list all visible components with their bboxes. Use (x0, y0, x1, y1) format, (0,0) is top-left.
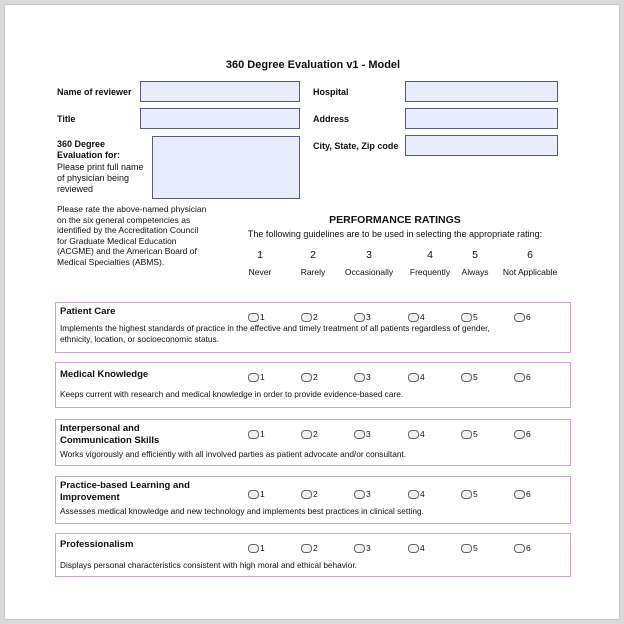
section-title: Interpersonal and Communication Skills (60, 423, 160, 446)
section-patient-care (55, 302, 571, 353)
checkbox-icon[interactable] (301, 313, 312, 322)
rating-option[interactable]: 6 (514, 489, 531, 499)
rating-option[interactable]: 5 (461, 489, 478, 499)
rating-option[interactable]: 5 (461, 543, 478, 553)
rating-option[interactable]: 1 (248, 312, 265, 322)
checkbox-icon[interactable] (514, 313, 525, 322)
checkbox-icon[interactable] (301, 373, 312, 382)
checkbox-icon[interactable] (301, 490, 312, 499)
rating-number: 2 (310, 249, 316, 261)
section-description: Works vigorously and efficiently with all involved parties as patient advocate and/or consultant. (60, 449, 407, 459)
rating-option[interactable]: 3 (354, 429, 371, 439)
checkbox-icon[interactable] (461, 544, 472, 553)
document-page (4, 4, 620, 620)
rating-option[interactable]: 4 (408, 429, 425, 439)
rating-label: Frequently (409, 267, 451, 277)
rating-number: 1 (257, 249, 263, 261)
rating-number: 5 (472, 249, 478, 261)
performance-ratings-title: PERFORMANCE RATINGS (329, 214, 461, 226)
checkbox-icon[interactable] (248, 430, 259, 439)
checkbox-icon[interactable] (514, 490, 525, 499)
name-of-reviewer-label: Name of reviewer (57, 87, 132, 97)
rating-option[interactable]: 6 (514, 543, 531, 553)
checkbox-icon[interactable] (408, 313, 419, 322)
checkbox-icon[interactable] (354, 373, 365, 382)
rating-option[interactable]: 5 (461, 429, 478, 439)
checkbox-icon[interactable] (248, 313, 259, 322)
hospital-field[interactable] (405, 81, 558, 102)
section-interpersonal-communication (55, 419, 571, 466)
rating-option[interactable]: 4 (408, 543, 425, 553)
city-state-zip-label: City, State, Zip code (313, 141, 399, 151)
rating-option[interactable]: 2 (301, 372, 318, 382)
checkbox-icon[interactable] (354, 430, 365, 439)
section-description: Keeps current with research and medical knowledge in order to provide evidence-based care. (60, 389, 404, 399)
rating-label: Rarely (300, 267, 326, 277)
section-description: Implements the highest standards of practice in the effective and timely treatment of all patients regardless of gender, ethnicity, location, or socioeconomic status. (60, 323, 490, 344)
intro-note: Please rate the above-named physician on the six general competencies as identified by the Accreditation Council for Graduate Medical Education (ACGME) and the American Board of Medical Specialties (ABMS). (57, 204, 207, 267)
rating-number: 4 (427, 249, 433, 261)
rating-option[interactable]: 2 (301, 543, 318, 553)
rating-option[interactable]: 3 (354, 543, 371, 553)
checkbox-icon[interactable] (354, 313, 365, 322)
checkbox-icon[interactable] (248, 490, 259, 499)
checkbox-icon[interactable] (408, 373, 419, 382)
checkbox-icon[interactable] (461, 430, 472, 439)
rating-option[interactable]: 6 (514, 429, 531, 439)
rating-label: Not Applicable (502, 267, 558, 277)
rating-option[interactable]: 1 (248, 489, 265, 499)
rating-option[interactable]: 1 (248, 543, 265, 553)
checkbox-icon[interactable] (408, 490, 419, 499)
rating-option[interactable]: 6 (514, 372, 531, 382)
name-of-reviewer-field[interactable] (140, 81, 300, 102)
physician-name-field[interactable] (152, 136, 300, 199)
checkbox-icon[interactable] (461, 373, 472, 382)
checkbox-icon[interactable] (248, 373, 259, 382)
section-professionalism (55, 533, 571, 577)
title-field[interactable] (140, 108, 300, 129)
rating-option[interactable]: 1 (248, 372, 265, 382)
section-description: Assesses medical knowledge and new technology and implements best practices in clinical setting. (60, 506, 424, 516)
rating-option[interactable]: 5 (461, 372, 478, 382)
section-title: Professionalism (60, 539, 134, 550)
rating-option[interactable]: 2 (301, 489, 318, 499)
hospital-label: Hospital (313, 87, 349, 97)
section-medical-knowledge (55, 362, 571, 408)
section-title: Practice-based Learning and Improvement (60, 480, 190, 503)
rating-label: Never (248, 267, 272, 277)
rating-option[interactable]: 1 (248, 429, 265, 439)
checkbox-icon[interactable] (248, 544, 259, 553)
evaluation-for-label: 360 Degree Evaluation for: (57, 139, 121, 160)
rating-option[interactable]: 3 (354, 372, 371, 382)
rating-option[interactable]: 4 (408, 372, 425, 382)
checkbox-icon[interactable] (354, 544, 365, 553)
rating-option[interactable]: 2 (301, 312, 318, 322)
evaluation-for-instructions: Please print full name of physician being reviewed (57, 162, 144, 194)
rating-number: 3 (366, 249, 372, 261)
checkbox-icon[interactable] (408, 544, 419, 553)
address-label: Address (313, 114, 350, 124)
city-state-zip-field[interactable] (405, 135, 558, 156)
checkbox-icon[interactable] (408, 430, 419, 439)
rating-option[interactable]: 3 (354, 489, 371, 499)
checkbox-icon[interactable] (354, 490, 365, 499)
address-field[interactable] (405, 108, 558, 129)
title-label: Title (57, 114, 76, 124)
document-title: 360 Degree Evaluation v1 - Model (225, 59, 401, 71)
section-title: Medical Knowledge (60, 369, 149, 380)
checkbox-icon[interactable] (461, 313, 472, 322)
rating-option[interactable]: 2 (301, 429, 318, 439)
checkbox-icon[interactable] (514, 430, 525, 439)
performance-ratings-subtitle: The following guidelines are to be used in selecting the appropriate rating: (247, 229, 543, 239)
rating-option[interactable]: 3 (354, 312, 371, 322)
rating-label: Always (461, 267, 489, 277)
rating-option[interactable]: 5 (461, 312, 478, 322)
section-title: Patient Care (60, 306, 116, 317)
checkbox-icon[interactable] (301, 430, 312, 439)
rating-number: 6 (527, 249, 533, 261)
rating-option[interactable]: 4 (408, 489, 425, 499)
checkbox-icon[interactable] (301, 544, 312, 553)
rating-option[interactable]: 4 (408, 312, 425, 322)
section-description: Displays personal characteristics consistent with high moral and ethical behavior. (60, 560, 357, 570)
section-practice-based-learning (55, 476, 571, 524)
checkbox-icon[interactable] (514, 373, 525, 382)
rating-label: Occasionally (344, 267, 394, 277)
rating-option[interactable]: 6 (514, 312, 531, 322)
checkbox-icon[interactable] (461, 490, 472, 499)
checkbox-icon[interactable] (514, 544, 525, 553)
